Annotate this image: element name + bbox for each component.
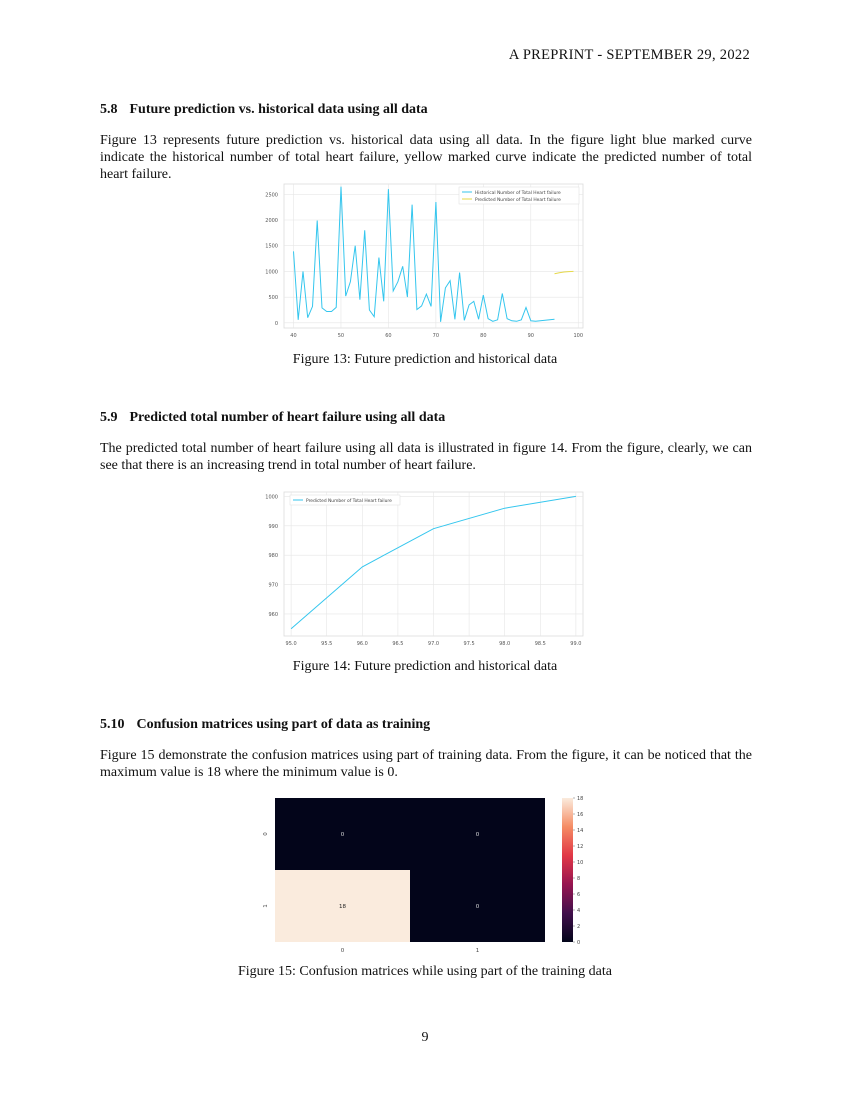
y-tick-label: 0 xyxy=(274,320,278,327)
x-tick-label: 96.0 xyxy=(356,641,368,647)
section-paragraph-5-10: Figure 15 demonstrate the confusion matrices using part of training data. From the figure, it can be noticed that the maximum value is 18 where the minimum value is 0. xyxy=(100,748,752,780)
y-tick-label: 960 xyxy=(268,611,278,618)
colorbar-tick-label: 14 xyxy=(577,828,584,834)
section-number: 5.10 xyxy=(100,717,125,732)
y-tick-label: 500 xyxy=(268,295,278,302)
x-tick-label: 97.0 xyxy=(427,641,440,647)
x-tick-label: 95.0 xyxy=(285,641,297,647)
x-tick-label: 80 xyxy=(480,333,487,339)
x-tick-label: 98.0 xyxy=(499,641,511,647)
x-tick-label: 98.5 xyxy=(534,641,546,647)
y-tick-label: 1000 xyxy=(265,269,278,276)
section-heading-5-8 xyxy=(100,102,428,118)
section-paragraph-5-8: Figure 13 represents future prediction vs. historical data using all data. In the figure light blue marked curve indicate the historical number of total heart failure, yellow marked curve indicate the predicted number of total heart failure. xyxy=(100,133,752,182)
cell-value-label: 0 xyxy=(475,832,480,838)
y-tick-label: 990 xyxy=(268,523,278,530)
legend-label: Historical Number of Total Heart failure xyxy=(475,190,561,196)
running-header: A PREPRINT - SEPTEMBER 29, 2022 xyxy=(508,47,750,63)
legend-label: Predicted Number of Total Heart failure xyxy=(475,197,561,203)
page-number: 9 xyxy=(421,1030,429,1045)
colorbar-tick-label: 16 xyxy=(577,812,584,818)
section-title: Future prediction vs. historical data using all data xyxy=(129,102,428,117)
colorbar-tick-label: 0 xyxy=(577,940,581,946)
figure-13-line-chart xyxy=(258,180,593,343)
x-tick-label: 96.5 xyxy=(392,641,404,647)
x-tick-label: 99.0 xyxy=(570,641,582,647)
y-tick-label: 2500 xyxy=(265,192,278,199)
row-tick-label: 1 xyxy=(263,904,269,908)
colorbar-tick-label: 6 xyxy=(577,892,581,898)
figure-14-line-chart xyxy=(258,488,593,650)
cell-value-label: 0 xyxy=(340,832,345,838)
y-tick-label: 2000 xyxy=(265,218,278,224)
figure-15-confusion-matrix xyxy=(255,792,595,954)
section-title: Predicted total number of heart failure using all data xyxy=(129,410,446,425)
colorbar-tick-label: 2 xyxy=(577,924,581,930)
cell-value-label: 0 xyxy=(475,904,480,910)
x-tick-label: 100 xyxy=(573,333,584,339)
x-tick-label: 60 xyxy=(385,333,392,339)
section-paragraph-5-9: The predicted total number of heart failure using all data is illustrated in figure 14. From the figure, clearly, we can see that there is an increasing trend in total number of heart failure. xyxy=(100,441,752,473)
cell-value-label: 18 xyxy=(339,904,346,910)
x-tick-label: 95.5 xyxy=(321,641,333,647)
x-tick-label: 40 xyxy=(290,333,297,339)
colorbar-tick-label: 10 xyxy=(577,860,584,866)
y-tick-label: 1000 xyxy=(265,494,278,501)
section-number: 5.9 xyxy=(100,410,118,425)
section-title: Confusion matrices using part of data as training xyxy=(136,717,431,732)
column-tick-label: 0 xyxy=(340,948,345,954)
colorbar xyxy=(562,798,573,942)
section-heading-5-9 xyxy=(100,410,445,426)
y-tick-label: 980 xyxy=(268,553,278,560)
x-tick-label: 97.5 xyxy=(463,641,475,647)
x-tick-label: 50 xyxy=(337,333,345,339)
colorbar-tick-label: 4 xyxy=(577,908,581,914)
legend-label: Predicted Number of Total Heart failure xyxy=(306,498,392,504)
y-tick-label: 970 xyxy=(268,582,278,589)
column-tick-label: 1 xyxy=(475,948,480,954)
colorbar-tick-label: 8 xyxy=(577,876,581,882)
colorbar-tick-label: 12 xyxy=(577,844,584,850)
row-tick-label: 0 xyxy=(263,832,269,836)
y-tick-label: 1500 xyxy=(265,243,278,250)
figure-14-caption: Figure 14: Future prediction and historical data xyxy=(292,659,558,674)
figure-13-caption: Figure 13: Future prediction and historical data xyxy=(292,352,558,367)
section-heading-5-10 xyxy=(100,717,430,733)
section-number: 5.8 xyxy=(100,102,118,117)
colorbar-tick-label: 18 xyxy=(577,796,584,802)
x-tick-label: 90 xyxy=(527,333,534,339)
x-tick-label: 70 xyxy=(432,333,440,339)
figure-15-caption: Figure 15: Confusion matrices while using part of the training data xyxy=(237,964,613,979)
